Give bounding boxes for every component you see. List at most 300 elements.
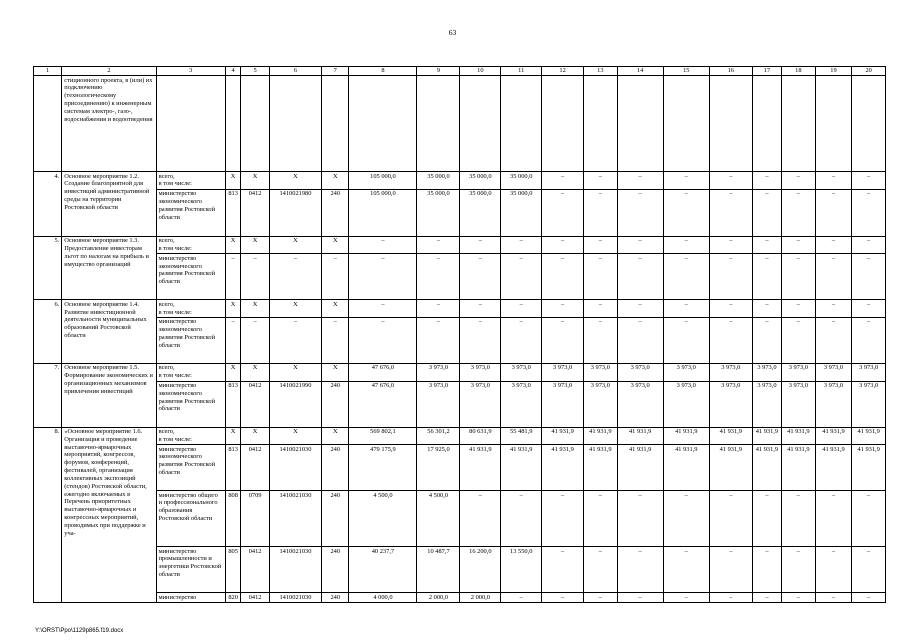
empty-value: – xyxy=(663,236,709,254)
empty-value: – xyxy=(460,491,501,547)
value: 4 500,0 xyxy=(417,491,460,547)
code: 240 xyxy=(322,381,349,427)
value: 41 931,9 xyxy=(584,427,618,445)
empty-value: – xyxy=(542,300,584,318)
value: 3 973,0 xyxy=(417,363,460,381)
x-mark: X xyxy=(241,172,269,190)
x-mark: X xyxy=(225,236,241,254)
empty-value: – xyxy=(782,254,816,300)
column-number: 20 xyxy=(852,67,886,76)
code: 820 xyxy=(225,593,241,603)
x-mark: X xyxy=(322,427,349,445)
empty-value: – xyxy=(663,172,709,190)
column-number: 16 xyxy=(709,67,752,76)
x-mark: X xyxy=(269,427,321,445)
empty-value: – xyxy=(815,300,852,318)
x-mark: X xyxy=(269,236,321,254)
code: 1410021030 xyxy=(269,445,321,491)
column-number: 18 xyxy=(782,67,816,76)
value: 105 000,0 xyxy=(349,172,417,190)
column-number: 4 xyxy=(225,67,241,76)
value: 3 973,0 xyxy=(584,381,618,427)
value: 3 973,0 xyxy=(815,363,852,381)
value: 41 931,9 xyxy=(782,427,816,445)
row-number: 7. xyxy=(34,363,62,427)
value: 35 000,0 xyxy=(417,172,460,190)
code: 1410021980 xyxy=(269,189,321,236)
x-mark: X xyxy=(322,363,349,381)
row-number: 8. xyxy=(34,427,62,603)
value: 2 000,0 xyxy=(417,593,460,603)
empty-value: – xyxy=(752,254,781,300)
value: 35 000,0 xyxy=(417,189,460,236)
value: 3 973,0 xyxy=(852,381,886,427)
empty-value: – xyxy=(782,491,816,547)
row-number: 4. xyxy=(34,172,62,237)
value: 35 000,0 xyxy=(501,189,542,236)
executor: министерство экономического развития Ростовской области xyxy=(156,445,225,491)
empty-value: – xyxy=(752,172,781,190)
table-row xyxy=(34,300,886,318)
empty-value: – xyxy=(501,300,542,318)
value: 41 931,9 xyxy=(663,445,709,491)
table-cell xyxy=(617,76,663,172)
value: 47 676,0 xyxy=(349,381,417,427)
code: 0412 xyxy=(241,547,269,593)
code: 0412 xyxy=(241,381,269,427)
empty-value: – xyxy=(241,317,269,363)
value: 16 200,0 xyxy=(460,547,501,593)
value: 41 931,9 xyxy=(542,427,584,445)
code: 0412 xyxy=(241,593,269,603)
table-cell xyxy=(852,76,886,172)
column-number: 7 xyxy=(322,67,349,76)
empty-value: – xyxy=(752,491,781,547)
empty-value: – xyxy=(460,300,501,318)
value: 3 973,0 xyxy=(617,381,663,427)
empty-value: – xyxy=(617,300,663,318)
empty-value: – xyxy=(782,593,816,603)
column-number: 15 xyxy=(663,67,709,76)
executor-total: всего, в том числе: xyxy=(156,427,225,445)
value: 41 931,9 xyxy=(782,445,816,491)
empty-value: – xyxy=(460,317,501,363)
empty-value: – xyxy=(584,189,618,236)
x-mark: X xyxy=(322,236,349,254)
empty-value: – xyxy=(269,254,321,300)
code: 0412 xyxy=(241,189,269,236)
value: 35 000,0 xyxy=(460,172,501,190)
value: 3 973,0 xyxy=(782,363,816,381)
value: 41 931,9 xyxy=(852,427,886,445)
value: 41 931,9 xyxy=(617,445,663,491)
code: 240 xyxy=(322,491,349,547)
empty-value: – xyxy=(663,593,709,603)
empty-value: – xyxy=(815,547,852,593)
table-cell xyxy=(241,76,269,172)
empty-value: – xyxy=(782,172,816,190)
empty-value: – xyxy=(852,300,886,318)
page-number: 63 xyxy=(448,28,457,37)
table-row xyxy=(34,172,886,190)
executor: министерство промышленности и энергетики Ростовской области xyxy=(156,547,225,593)
empty-value: – xyxy=(584,491,618,547)
value: 3 973,0 xyxy=(663,381,709,427)
x-mark: X xyxy=(241,236,269,254)
value: 3 973,0 xyxy=(752,363,781,381)
executor: министерство экономического развития Ростовской области xyxy=(156,317,225,363)
column-number: 5 xyxy=(241,67,269,76)
value: 105 000,0 xyxy=(349,189,417,236)
value: 41 931,9 xyxy=(501,445,542,491)
empty-value: – xyxy=(815,317,852,363)
table-row xyxy=(34,363,886,381)
empty-value: – xyxy=(709,547,752,593)
empty-value: – xyxy=(460,254,501,300)
table-cell xyxy=(460,76,501,172)
value: 479 175,9 xyxy=(349,445,417,491)
footer-file-path: Y:\ORST\Ppo\1129p865.f19.docx xyxy=(35,628,124,634)
empty-value: – xyxy=(349,317,417,363)
column-number: 11 xyxy=(501,67,542,76)
value: 3 973,0 xyxy=(460,381,501,427)
table-cell xyxy=(269,76,321,172)
executor: министерство экономического развития Ростовской области xyxy=(156,254,225,300)
empty-value: – xyxy=(709,300,752,318)
code: 813 xyxy=(225,189,241,236)
value: 13 550,0 xyxy=(501,547,542,593)
empty-value: – xyxy=(782,236,816,254)
code: 0709 xyxy=(241,491,269,547)
value: 56 301,2 xyxy=(417,427,460,445)
x-mark: X xyxy=(269,300,321,318)
empty-value: – xyxy=(241,254,269,300)
value: 3 973,0 xyxy=(709,363,752,381)
empty-value: – xyxy=(584,254,618,300)
value: 41 931,9 xyxy=(752,445,781,491)
empty-value: – xyxy=(752,317,781,363)
empty-value: – xyxy=(663,317,709,363)
empty-value: – xyxy=(322,317,349,363)
x-mark: X xyxy=(225,300,241,318)
table-cell xyxy=(417,76,460,172)
empty-value: – xyxy=(584,547,618,593)
executor-total: всего, в том числе: xyxy=(156,236,225,254)
empty-value: – xyxy=(542,593,584,603)
empty-value: – xyxy=(852,547,886,593)
column-number: 17 xyxy=(752,67,781,76)
x-mark: X xyxy=(225,427,241,445)
empty-value: – xyxy=(852,317,886,363)
value: 41 931,9 xyxy=(617,427,663,445)
row-number: 6. xyxy=(34,300,62,364)
value: 41 931,9 xyxy=(815,427,852,445)
empty-value: – xyxy=(617,491,663,547)
value: 3 973,0 xyxy=(542,363,584,381)
empty-value: – xyxy=(752,236,781,254)
x-mark: X xyxy=(241,427,269,445)
value: 41 931,9 xyxy=(542,445,584,491)
empty-value: – xyxy=(752,189,781,236)
executor: министерство общего и профессионального образования Ростовской области xyxy=(156,491,225,547)
table-row xyxy=(34,317,886,363)
code: 240 xyxy=(322,547,349,593)
value: 41 931,9 xyxy=(663,427,709,445)
x-mark: X xyxy=(322,172,349,190)
code: 808 xyxy=(225,491,241,547)
value: 3 973,0 xyxy=(501,381,542,427)
code: 240 xyxy=(322,593,349,603)
measure-name: стиционного проекта, в (или) их подключению (технологическому присоединению) к инженерным системам электро-, газо-, водоснабжения и водоотведения xyxy=(62,76,156,172)
empty-value: – xyxy=(584,300,618,318)
value: 3 973,0 xyxy=(852,363,886,381)
value: 35 000,0 xyxy=(501,172,542,190)
value: 3 973,0 xyxy=(460,363,501,381)
table-cell xyxy=(34,76,62,172)
executor: министерство экономического развития Ростовской области xyxy=(156,189,225,236)
empty-value: – xyxy=(709,189,752,236)
empty-value: – xyxy=(752,547,781,593)
x-mark: X xyxy=(241,300,269,318)
empty-value: – xyxy=(852,189,886,236)
column-number: 13 xyxy=(584,67,618,76)
value: 3 973,0 xyxy=(709,381,752,427)
empty-value: – xyxy=(709,172,752,190)
code: 1410021030 xyxy=(269,593,321,603)
value: 3 973,0 xyxy=(584,363,618,381)
code: 1410021990 xyxy=(269,381,321,427)
column-number: 6 xyxy=(269,67,321,76)
empty-value: – xyxy=(349,236,417,254)
executor: министерство экономического развития Ростовской области xyxy=(156,381,225,427)
column-number-row xyxy=(34,67,886,76)
value: 41 931,9 xyxy=(852,445,886,491)
table-row xyxy=(34,254,886,300)
column-number: 8 xyxy=(349,67,417,76)
executor: министерство xyxy=(156,593,225,603)
code: 240 xyxy=(322,189,349,236)
empty-value: – xyxy=(815,236,852,254)
empty-value: – xyxy=(225,317,241,363)
column-number: 2 xyxy=(62,67,156,76)
empty-value: – xyxy=(852,593,886,603)
empty-value: – xyxy=(663,547,709,593)
empty-value: – xyxy=(584,236,618,254)
empty-value: – xyxy=(542,172,584,190)
table-cell xyxy=(584,76,618,172)
empty-value: – xyxy=(349,254,417,300)
empty-value: – xyxy=(501,254,542,300)
value: 80 631,9 xyxy=(460,427,501,445)
value: 17 925,0 xyxy=(417,445,460,491)
empty-value: – xyxy=(709,236,752,254)
empty-value: – xyxy=(617,317,663,363)
empty-value: – xyxy=(752,593,781,603)
measure-name: «Основное мероприятие 1.6. Организация и проведение выставочно-ярмарочных мероприятий, конгрессов, форумов, конференций, фестивалей, организация коллективных экспозиций (стендов) Ростовской области, ежегодно включаемых в Перечень приоритетных выставочно-ярмарочных и конгрессных мероприятий, проводимых при поддержке и уча- xyxy=(62,427,156,603)
table-row xyxy=(34,189,886,236)
value: 3 973,0 xyxy=(501,363,542,381)
empty-value: – xyxy=(782,547,816,593)
x-mark: X xyxy=(241,363,269,381)
code: 1410021030 xyxy=(269,547,321,593)
executor-total: всего, в том числе: xyxy=(156,300,225,318)
x-mark: X xyxy=(269,363,321,381)
empty-value: – xyxy=(709,317,752,363)
empty-value: – xyxy=(542,491,584,547)
value: 3 973,0 xyxy=(782,381,816,427)
empty-value: – xyxy=(815,172,852,190)
empty-value: – xyxy=(663,254,709,300)
value: 41 931,9 xyxy=(752,427,781,445)
empty-value: – xyxy=(663,491,709,547)
empty-value: – xyxy=(542,547,584,593)
code: 0412 xyxy=(241,445,269,491)
value: 40 237,7 xyxy=(349,547,417,593)
empty-value: – xyxy=(542,189,584,236)
empty-value: – xyxy=(852,172,886,190)
table-cell xyxy=(501,76,542,172)
value: 41 931,9 xyxy=(584,445,618,491)
empty-value: – xyxy=(815,189,852,236)
empty-value: – xyxy=(617,189,663,236)
value: 41 931,9 xyxy=(709,427,752,445)
empty-value: – xyxy=(225,254,241,300)
table-cell xyxy=(349,76,417,172)
table-cell xyxy=(709,76,752,172)
empty-value: – xyxy=(460,236,501,254)
value: 41 931,9 xyxy=(815,445,852,491)
empty-value: – xyxy=(501,491,542,547)
x-mark: X xyxy=(269,172,321,190)
value: 2 000,0 xyxy=(460,593,501,603)
empty-value: – xyxy=(752,300,781,318)
value: 55 481,9 xyxy=(501,427,542,445)
table-cell xyxy=(225,76,241,172)
table-cell xyxy=(782,76,816,172)
table-cell xyxy=(663,76,709,172)
empty-value: – xyxy=(269,317,321,363)
measure-name: Основное мероприятие 1.5. Формирование экономических и организационных механизмов привлечения инвестиций xyxy=(62,363,156,427)
empty-value: – xyxy=(852,254,886,300)
measure-name: Основное мероприятие 1.4. Развитие инвестиционной деятельности муниципальных образований Ростовской области xyxy=(62,300,156,364)
value: 3 973,0 xyxy=(815,381,852,427)
table-row xyxy=(34,236,886,254)
code: 813 xyxy=(225,381,241,427)
column-number: 14 xyxy=(617,67,663,76)
budget-table xyxy=(33,66,886,603)
value: 569 802,1 xyxy=(349,427,417,445)
empty-value: – xyxy=(617,547,663,593)
executor-total: всего, в том числе: xyxy=(156,172,225,190)
measure-name: Основное мероприятие 1.3. Предоставление инвесторам льгот по налогам на прибыль и имущество организаций xyxy=(62,236,156,300)
table-row xyxy=(34,593,886,603)
empty-value: – xyxy=(782,300,816,318)
empty-value: – xyxy=(542,236,584,254)
empty-value: – xyxy=(663,300,709,318)
table-row xyxy=(34,445,886,491)
table-cell xyxy=(156,76,225,172)
empty-value: – xyxy=(852,491,886,547)
empty-value: – xyxy=(322,254,349,300)
x-mark: X xyxy=(225,172,241,190)
empty-value: – xyxy=(584,593,618,603)
code: 813 xyxy=(225,445,241,491)
value: 3 973,0 xyxy=(617,363,663,381)
empty-value: – xyxy=(417,236,460,254)
x-mark: X xyxy=(225,363,241,381)
empty-value: – xyxy=(709,491,752,547)
value: 4 000,0 xyxy=(349,593,417,603)
empty-value: – xyxy=(782,317,816,363)
empty-value: – xyxy=(852,236,886,254)
table-row xyxy=(34,491,886,547)
column-number: 3 xyxy=(156,67,225,76)
continuation-row xyxy=(34,76,886,172)
table-row xyxy=(34,427,886,445)
empty-value: – xyxy=(542,317,584,363)
empty-value: – xyxy=(542,254,584,300)
empty-value: – xyxy=(617,593,663,603)
code: 1410021030 xyxy=(269,491,321,547)
value: 10 487,7 xyxy=(417,547,460,593)
table-row xyxy=(34,547,886,593)
empty-value: – xyxy=(501,236,542,254)
empty-value: – xyxy=(815,254,852,300)
empty-value: – xyxy=(709,593,752,603)
empty-value: – xyxy=(815,593,852,603)
column-number: 12 xyxy=(542,67,584,76)
empty-value: – xyxy=(782,189,816,236)
empty-value: – xyxy=(815,491,852,547)
empty-value: – xyxy=(663,189,709,236)
empty-value: – xyxy=(584,172,618,190)
value: 3 973,0 xyxy=(417,381,460,427)
table-cell xyxy=(322,76,349,172)
column-number: 19 xyxy=(815,67,852,76)
empty-value: – xyxy=(417,254,460,300)
column-number: 1 xyxy=(34,67,62,76)
column-number: 10 xyxy=(460,67,501,76)
value: 3 973,0 xyxy=(752,381,781,427)
table-row xyxy=(34,381,886,427)
empty-value: – xyxy=(617,236,663,254)
table-cell xyxy=(815,76,852,172)
value: 3 973,0 xyxy=(542,381,584,427)
code: 805 xyxy=(225,547,241,593)
empty-value: – xyxy=(709,254,752,300)
table-cell xyxy=(542,76,584,172)
empty-value: – xyxy=(417,300,460,318)
x-mark: X xyxy=(322,300,349,318)
empty-value: – xyxy=(501,593,542,603)
empty-value: – xyxy=(417,317,460,363)
value: 35 000,0 xyxy=(460,189,501,236)
empty-value: – xyxy=(501,317,542,363)
code: 240 xyxy=(322,445,349,491)
value: 3 973,0 xyxy=(663,363,709,381)
empty-value: – xyxy=(617,172,663,190)
column-number: 9 xyxy=(417,67,460,76)
row-number: 5. xyxy=(34,236,62,300)
empty-value: – xyxy=(617,254,663,300)
value: 41 931,9 xyxy=(709,445,752,491)
value: 4 500,0 xyxy=(349,491,417,547)
value: 47 676,0 xyxy=(349,363,417,381)
value: 41 931,9 xyxy=(460,445,501,491)
measure-name: Основное мероприятие 1.2. Создание благоприятной для инвестиций административной среды на территории Ростовской области xyxy=(62,172,156,237)
table-cell xyxy=(752,76,781,172)
empty-value: – xyxy=(349,300,417,318)
